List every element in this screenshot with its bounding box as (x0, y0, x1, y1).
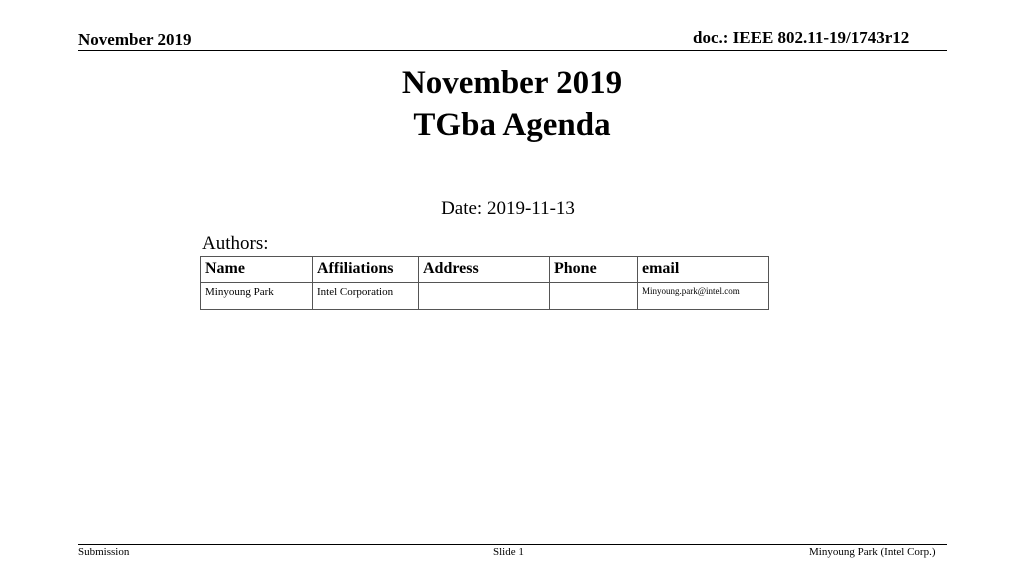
slide-title-line2: TGba Agenda (413, 107, 611, 143)
header-doc-id: doc.: IEEE 802.11-19/1743r12 (693, 28, 910, 47)
footer-divider (78, 544, 947, 545)
header-divider (78, 50, 947, 51)
author-phone-cell (550, 283, 638, 310)
col-header-email: email (638, 257, 769, 283)
header-date: November 2019 (78, 30, 192, 49)
authors-label: Authors: (202, 233, 269, 254)
col-header-phone: Phone (550, 257, 638, 283)
author-email-cell: Minyoung.park@intel.com (638, 283, 769, 310)
slide-title-line1: November 2019 (401, 65, 623, 101)
author-name-cell: Minyoung Park (201, 283, 313, 310)
author-address-cell (419, 283, 550, 310)
footer-slide-number: Slide 1 (493, 546, 524, 558)
slide-title (0, 62, 1024, 146)
authors-table-header (201, 257, 769, 283)
col-header-name: Name (201, 257, 313, 283)
slide-date: Date: 2019-11-13 (441, 198, 575, 219)
table-row (201, 283, 769, 310)
col-header-address: Address (419, 257, 550, 283)
footer-submission: Submission (78, 546, 130, 558)
authors-table (200, 256, 769, 310)
author-affiliation-cell: Intel Corporation (313, 283, 419, 310)
footer-author: Minyoung Park (Intel Corp.) (809, 546, 936, 558)
col-header-affiliations: Affiliations (313, 257, 419, 283)
